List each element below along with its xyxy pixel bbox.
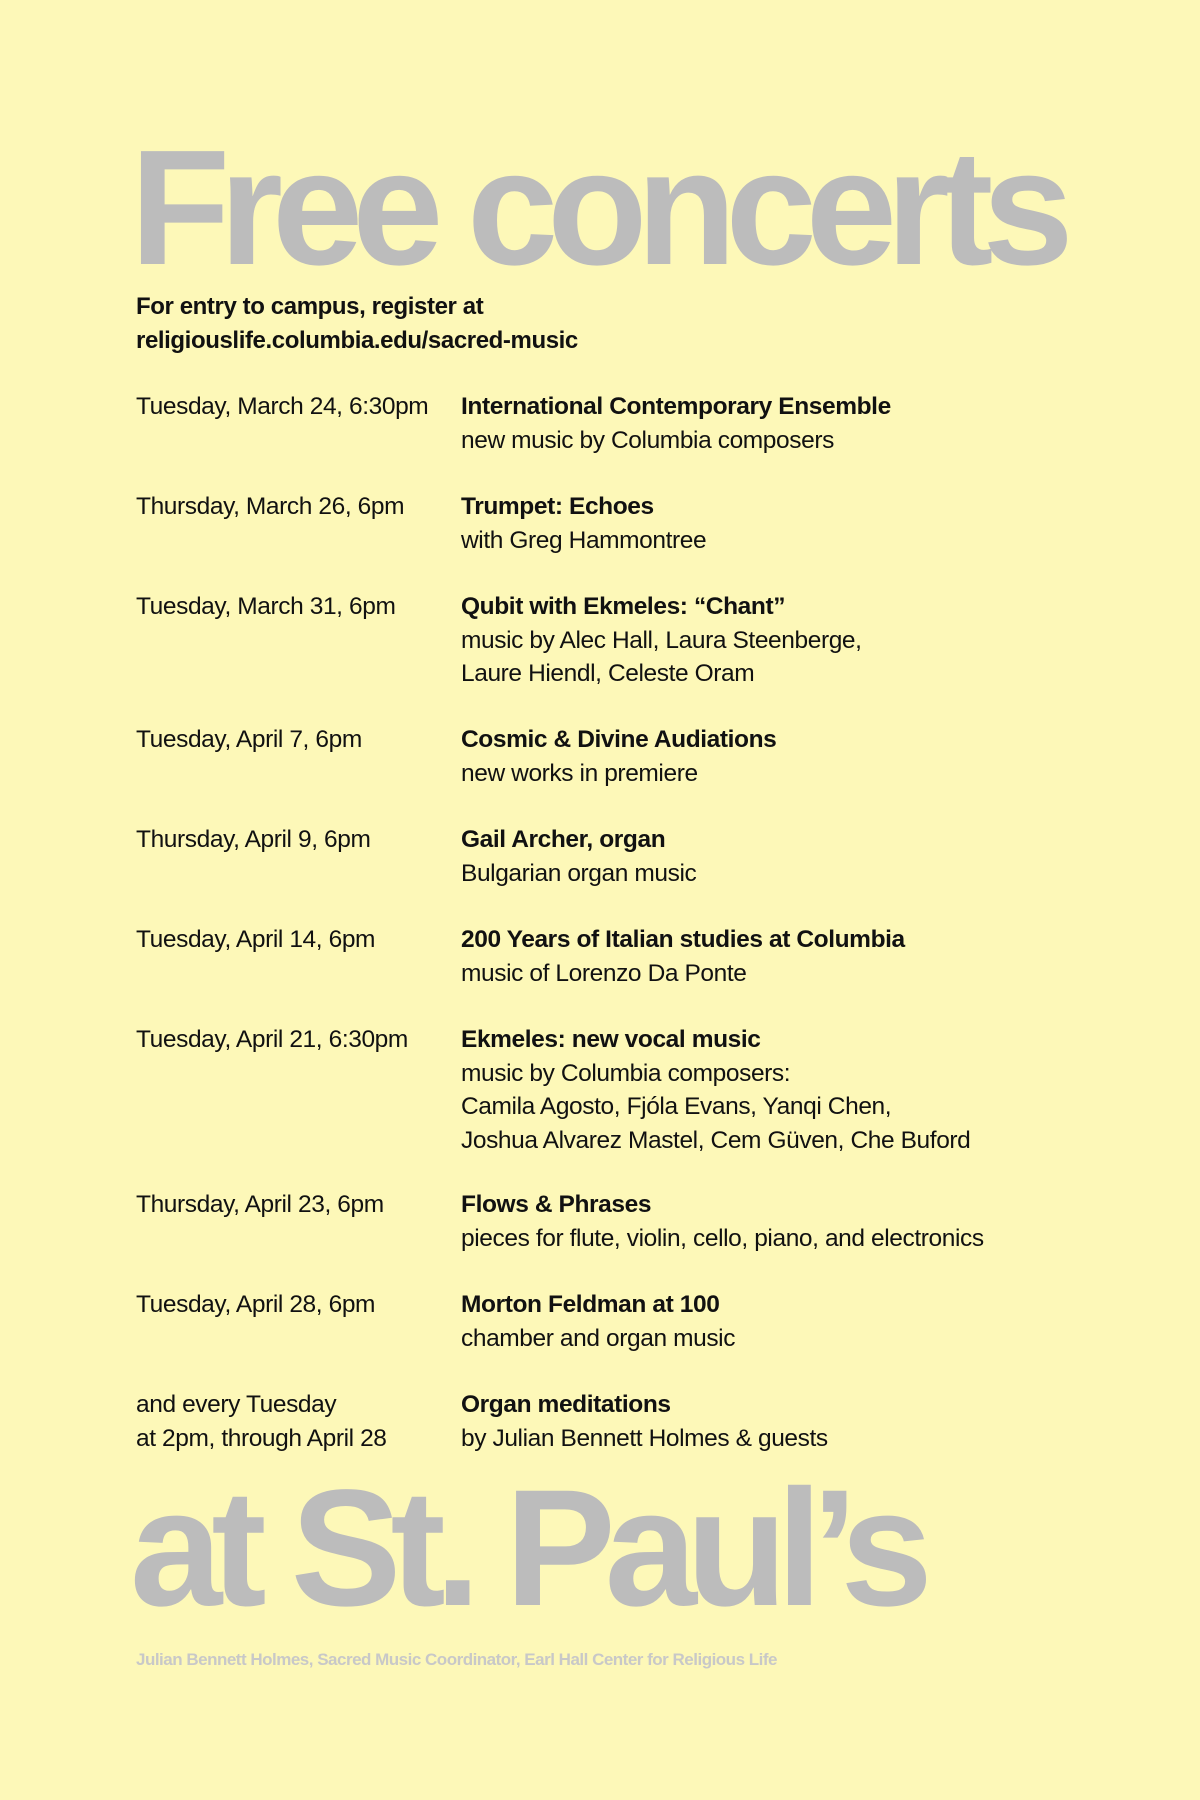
event-title: Trumpet: Echoes bbox=[461, 493, 654, 520]
event-detail: music by Columbia composers: bbox=[461, 1059, 791, 1087]
event-date-line: and every Tuesday bbox=[136, 1391, 337, 1418]
event-date bbox=[136, 923, 456, 957]
event-detail: music by Alec Hall, Laura Steenberge, bbox=[461, 626, 862, 654]
event-detail: new music by Columbia composers bbox=[461, 426, 834, 454]
event-date bbox=[136, 823, 456, 857]
event-detail: Laure Hiendl, Celeste Oram bbox=[461, 660, 755, 687]
event-title: Qubit with Ekmeles: “Chant” bbox=[461, 593, 786, 620]
event-detail: Camila Agosto, Fjóla Evans, Yanqi Chen, bbox=[461, 1093, 892, 1120]
event-info bbox=[461, 1188, 1061, 1255]
event-date-line: Tuesday, April 28, 6pm bbox=[136, 1291, 376, 1318]
event-title: Morton Feldman at 100 bbox=[461, 1291, 720, 1318]
event-title: Ekmeles: new vocal music bbox=[461, 1026, 761, 1053]
coordinator-credit: Julian Bennett Holmes, Sacred Music Coordinator, Earl Hall Center for Religious Life bbox=[136, 1650, 777, 1669]
event-date-line: Tuesday, April 21, 6:30pm bbox=[136, 1026, 408, 1053]
event-title: International Contemporary Ensemble bbox=[461, 393, 891, 420]
event-date-line: Tuesday, April 14, 6pm bbox=[136, 926, 376, 953]
event-info bbox=[461, 390, 1061, 457]
event-title: Gail Archer, organ bbox=[461, 826, 666, 853]
event-title: Cosmic & Divine Audiations bbox=[461, 726, 777, 753]
event-info bbox=[461, 490, 1061, 557]
event-date-line: Thursday, April 9, 6pm bbox=[136, 826, 371, 853]
event-title: Organ meditations bbox=[461, 1391, 671, 1418]
event-date bbox=[136, 490, 456, 524]
event-info bbox=[461, 1388, 1061, 1455]
event-date-line: Tuesday, April 7, 6pm bbox=[136, 726, 362, 753]
event-detail: Joshua Alvarez Mastel, Cem Güven, Che Buford bbox=[461, 1126, 971, 1154]
event-date bbox=[136, 390, 456, 424]
event-info bbox=[461, 823, 1061, 890]
event-detail: pieces for flute, violin, cello, piano, and electronics bbox=[461, 1224, 984, 1252]
event-date bbox=[136, 1388, 456, 1455]
registration-url: religiouslife.columbia.edu/sacred-music bbox=[136, 327, 578, 354]
headline-free-concerts: Free concerts bbox=[130, 116, 1063, 299]
event-date bbox=[136, 723, 456, 757]
event-title: 200 Years of Italian studies at Columbia bbox=[461, 926, 905, 953]
event-date-line: Thursday, March 26, 6pm bbox=[136, 493, 405, 520]
event-date-line: Tuesday, March 31, 6pm bbox=[136, 593, 396, 620]
event-detail: Bulgarian organ music bbox=[461, 859, 697, 887]
event-info bbox=[461, 923, 1061, 990]
event-date bbox=[136, 590, 456, 624]
event-date-line: at 2pm, through April 28 bbox=[136, 1424, 387, 1452]
event-detail: chamber and organ music bbox=[461, 1324, 736, 1352]
event-info bbox=[461, 590, 1061, 691]
registration-line-1: For entry to campus, register at bbox=[136, 293, 484, 320]
registration-note bbox=[136, 290, 578, 358]
event-detail: new works in premiere bbox=[461, 759, 698, 787]
event-info bbox=[461, 1023, 1061, 1157]
event-info bbox=[461, 1288, 1061, 1355]
event-title: Flows & Phrases bbox=[461, 1191, 652, 1218]
event-detail: with Greg Hammontree bbox=[461, 526, 707, 554]
event-date bbox=[136, 1288, 456, 1322]
event-info bbox=[461, 723, 1061, 790]
headline-at-st-pauls: at St. Paul’s bbox=[130, 1456, 922, 1641]
event-date-line: Tuesday, March 24, 6:30pm bbox=[136, 393, 429, 420]
event-date bbox=[136, 1188, 456, 1222]
concert-poster bbox=[130, 0, 1136, 1800]
event-detail: by Julian Bennett Holmes & guests bbox=[461, 1424, 828, 1452]
event-date bbox=[136, 1023, 456, 1057]
event-date-line: Thursday, April 23, 6pm bbox=[136, 1191, 384, 1218]
event-detail: music of Lorenzo Da Ponte bbox=[461, 959, 747, 987]
